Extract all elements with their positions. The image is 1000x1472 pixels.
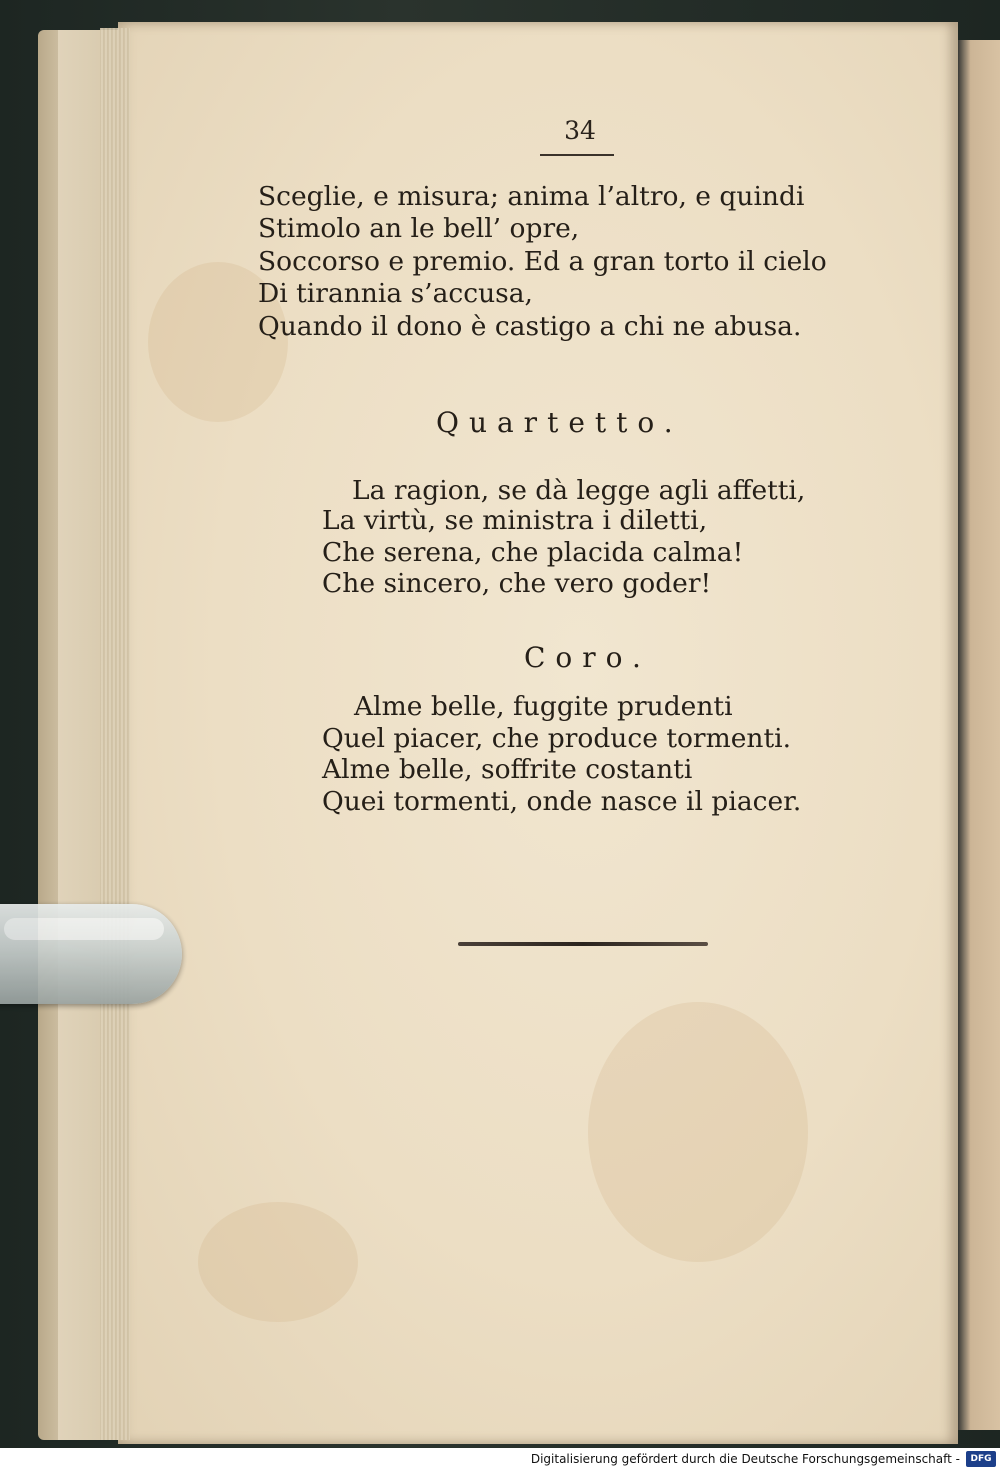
digitization-credit: Digitalisierung gefördert durch die Deutsche Forschungsgemeinschaft - [530,1452,960,1466]
section-heading-quartetto: Quartetto. [436,406,683,439]
verse-line: La ragion, se dà legge agli affetti, [352,475,806,506]
verse-line: Che sincero, che vero goder! [322,568,712,599]
verse-line: La virtù, se ministra i diletti, [322,505,708,536]
verse-line: Quando il dono è castigo a chi ne abusa. [258,311,802,342]
section-heading-coro: Coro. [524,641,651,674]
dfg-logo: DFG [966,1451,996,1467]
page-holder-clip [0,904,182,1004]
paper-stain [198,1202,358,1322]
verse-line: Alme belle, fuggite prudenti [354,691,733,722]
facing-page-edge [958,40,1000,1430]
verse-line: Stimolo an le bell’ opre, [258,213,580,244]
page-number-rule [540,154,614,156]
verse-line: Alme belle, soffrite costanti [322,754,693,785]
verse-line: Soccorso e premio. Ed a gran torto il cielo [258,246,827,277]
closing-rule [458,942,708,946]
verse-line: Sceglie, e misura; anima l’altro, e quindi [258,181,805,212]
verse-line: Quei tormenti, onde nasce il piacer. [322,786,802,817]
paper-stain [588,1002,808,1262]
page-number: 34 [564,116,596,145]
verse-line: Di tirannia s’accusa, [258,278,533,309]
verse-line: Che serena, che placida calma! [322,537,744,568]
page-fore-edge [100,28,130,1440]
verse-line: Quel piacer, che produce tormenti. [322,723,792,754]
